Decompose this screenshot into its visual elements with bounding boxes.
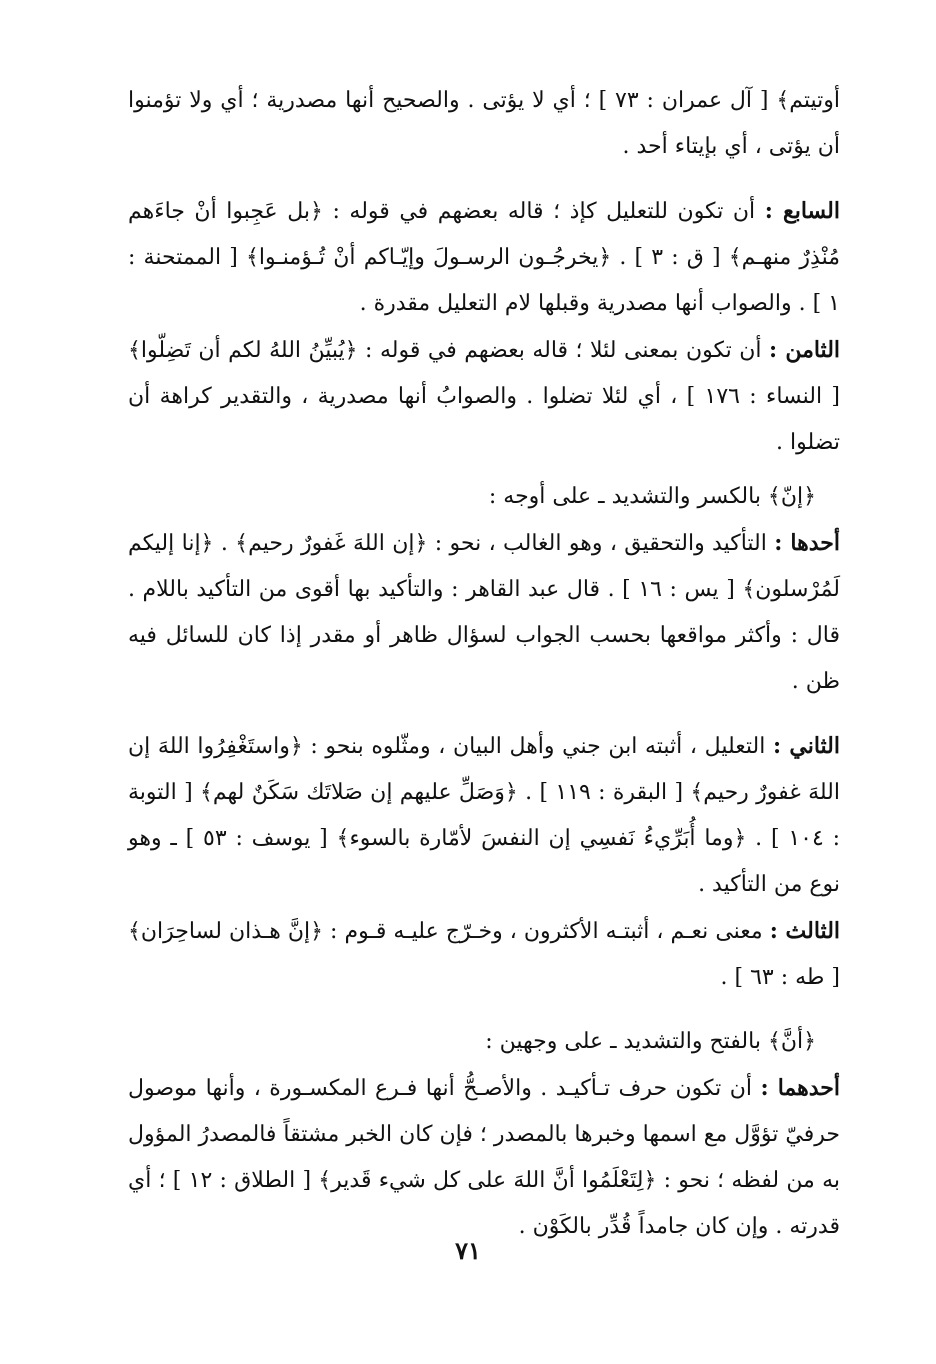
paragraph-text: التأكيد والتحقيق ، وهو الغالب ، نحو : ﴿إن اللهَ غَفورٌ رحيم﴾ . ﴿إنا إليكم لَمُرْسلون﴾ [ يس : ١٦ ] . قال عبد القاهر : والتأكيد بها أقوى من التأكيد باللام . قال : وأكثر مواقعها بحسب الجواب لسؤال ظاهر أو مقدر إذا كان للسائل فيه ظن . — [128, 531, 841, 694]
paragraph-thamin — [128, 327, 840, 466]
paragraph-heading: الثامن : — [769, 337, 841, 363]
paragraph-text: معنى نعـم ، أثبتـه الأكثرون ، وخـرّج عليـه قـوم : ﴿إنَّ هـذان لساحِرَان﴾ [ طه : ٦٣ ] . — [128, 919, 840, 990]
paragraph-text: التعليل ، أثبته ابن جني وأهل البيان ، ومثّلوه بنحو : ﴿واستَغْفِرُوا اللهَ إن اللهَ غفورٌ رحيم﴾ [ البقرة : ١١٩ ] . ﴿وَصَلِّ عليهم إن صَلاتَك سَكَنٌ لهم﴾ [ التوبة : ١٠٤ ] . ﴿وما أُبَرِّيءُ نَفسِي إن النفسَ لأمّارة بالسوء﴾ [ يوسف : ٥٣ ] ـ وهو نوع من التأكيد . — [128, 734, 840, 897]
paragraph-sabi — [128, 188, 840, 327]
paragraph-text: ﴿أنَّ﴾ بالفتح والتشديد ـ على وجهين : — [485, 1029, 816, 1054]
paragraph-text: أوتيتم﴾ [ آل عمران : ٧٣ ] ؛ أي لا يؤتى . والصحيح أنها مصدرية ؛ أي ولا تؤمنوا أن يؤتى ، أي بإيتاء أحد . — [128, 88, 840, 159]
section-heading-inna — [128, 474, 840, 520]
paragraph-1 — [128, 78, 840, 170]
paragraph-heading: أحدهما : — [760, 1075, 840, 1101]
paragraph-heading: أحدها : — [774, 530, 840, 556]
section-heading-anna — [128, 1019, 840, 1065]
body-text — [128, 78, 840, 1250]
paragraph-heading: الثالث : — [769, 918, 841, 944]
paragraph-ahaduhuma — [128, 1065, 840, 1250]
paragraph-text: أن تكون للتعليل كإذ ؛ قاله بعضهم في قوله : ﴿بل عَجِبوا أنْ جاءَهم مُنْذِرٌ منهـم﴾ [ ق : ٣ ] . ﴿يخرجُـون الرسـولَ وإيّـاكم أنْ تُـؤمنـوا﴾ [ الممتحنة : ١ ] . والصواب أنها مصدرية وقبلها لام التعليل مقدرة . — [128, 199, 840, 316]
paragraph-heading: السابع : — [764, 198, 840, 224]
paragraph-heading: الثاني : — [772, 733, 840, 759]
paragraph-text: أن تكون بمعنى لئلا ؛ قاله بعضهم في قوله : ﴿يُبيِّنُ اللهُ لكم أن تَضِلّوا﴾ [ النساء : ١٧٦ ] ، أي لئلا تضلوا . والصوابُ أنها مصدرية ، والتقدير كراهة أن تضلوا . — [128, 338, 840, 455]
paragraph-text: ﴿إنّ﴾ بالكسر والتشديد ـ على أوجه : — [488, 484, 816, 509]
paragraph-thalith — [128, 908, 840, 1001]
page-number: ٧١ — [455, 1236, 481, 1265]
paragraph-ahaduha — [128, 520, 840, 705]
paragraph-thani — [128, 723, 840, 908]
paragraph-text: أن تكون حرف تـأكيـد . والأصـحُّ أنها فـرع المكسـورة ، وأنها موصول حرفيّ تؤوَّل مع اسمها وخبرها بالمصدر ؛ فإن كان الخبر مشتقاً فالمصدرُ المؤول به من لفظه ؛ نحو : ﴿لِتَعْلَمُوا أنَّ اللهَ على كل شيء قَدير﴾ [ الطلاق : ١٢ ] ؛ أي قدرته . وإن كان جامداً قُدِّر بالكَوْن . — [128, 1076, 840, 1239]
